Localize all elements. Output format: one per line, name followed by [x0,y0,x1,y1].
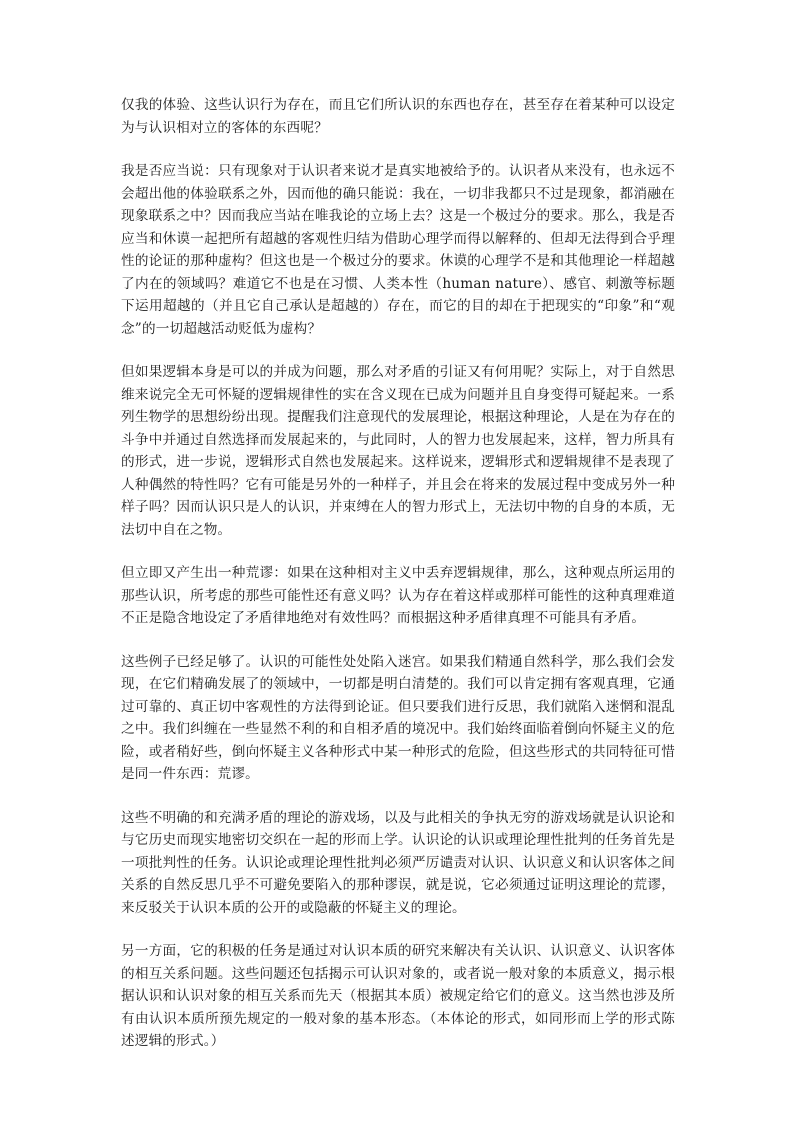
paragraph-6: 这些不明确的和充满矛盾的理论的游戏场，以及与此相关的争执无穷的游戏场就是认识论和与它历史而现实地密切交织在一起的形而上学。认识论的认识或理论理性批判的任务首先是一项批判性的任务。认识论或理论理性批判必须严厉谴责对认识、认识意义和认识客体之间关系的自然反思几乎不可避免要陷入的那种谬误，就是说，它必须通过证明这理论的荒谬，来反驳关于认识本质的公开的或隐蔽的怀疑主义的理论。 [121,809,675,916]
document-page [121,94,675,1074]
paragraph-7: 另一方面，它的积极的任务是通过对认识本质的研究来解决有关认识、认识意义、认识客体的相互关系问题。这些问题还包括揭示可认识对象的，或者说一般对象的本质意义，揭示根据认识和认识对象的相互关系而先天（根据其本质）被规定给它们的意义。这当然也涉及所有由认识本质所预先规定的一般对象的基本形态。（本体论的形式，如同形而上学的形式陈述逻辑的形式。） [121,943,675,1049]
paragraph-4: 但立即又产生出一种荒谬：如果在这种相对主义中丢弃逻辑规律，那么，这种观点所运用的那些认识，所考虑的那些可能性还有意义吗？认为存在着这样或那样可能性的这种真理难道不正是隐含地设定了矛盾律地绝对有效性吗？而根据这种矛盾律真理不可能具有矛盾。 [121,565,675,626]
paragraph-5: 这些例子已经足够了。认识的可能性处处陷入迷宫。如果我们精通自然科学，那么我们会发现，在它们精确发展了的领域中，一切都是明白清楚的。我们可以肯定拥有客观真理，它通过可靠的、真正切中客观性的方法得到论证。但只要我们进行反思，我们就陷入迷惘和混乱之中。我们纠缠在一些显然不利的和自相矛盾的境况中。我们始终面临着倒向怀疑主义的危险，或者稍好些，倒向怀疑主义各种形式中某一种形式的危险，但这些形式的共同特征可惜是同一件东西：荒谬。 [121,653,675,782]
paragraph-1: 仅我的体验、这些认识行为存在，而且它们所认识的东西也存在，甚至存在着某种可以设定为与认识相对立的客体的东西呢？ [121,97,675,136]
paragraph-3: 但如果逻辑本身是可以的并成为问题，那么对矛盾的引证又有何用呢？实际上，对于自然思维来说完全无可怀疑的逻辑规律性的实在含义现在已成为问题并且自身变得可疑起来。一系列生物学的思想纷纷出现。提醒我们注意现代的发展理论，根据这种理论，人是在为存在的斗争中并通过自然选择而发展起来的，与此同时，人的智力也发展起来，这样，智力所具有的形式，进一步说，逻辑形式自然也发展起来。这样说来，逻辑形式和逻辑规律不是表现了人种偶然的特性吗？它有可能是另外的一种样子，并且会在将来的发展过程中变成另外一种样子吗？因而认识只是人的认识，并束缚在人的智力形式上，无法切中物的自身的本质，无法切中自在之物。 [121,364,675,538]
paragraph-2: 我是否应当说：只有现象对于认识者来说才是真实地被给予的。认识者从来没有，也永远不会超出他的体验联系之外，因而他的确只能说：我在，一切非我都只不过是现象，都消融在现象联系之中？因而我应当站在唯我论的立场上去？这是一个极过分的要求。那么，我是否应当和休谟一起把所有超越的客观性归结为借助心理学而得以解释的、但却无法得到合乎理性的论证的那种虚构？但这也是一个极过分的要求。休谟的心理学不是和其他理论一样超越了内在的领域吗？难道它不也是在习惯、人类本性（human nature）、感官、刺激等标题下运用超越的（并且它自己承认是超越的）存在，而它的目的却在于把现实的“印象”和“观念”的一切超越活动贬低为虚构？ [121,163,675,337]
